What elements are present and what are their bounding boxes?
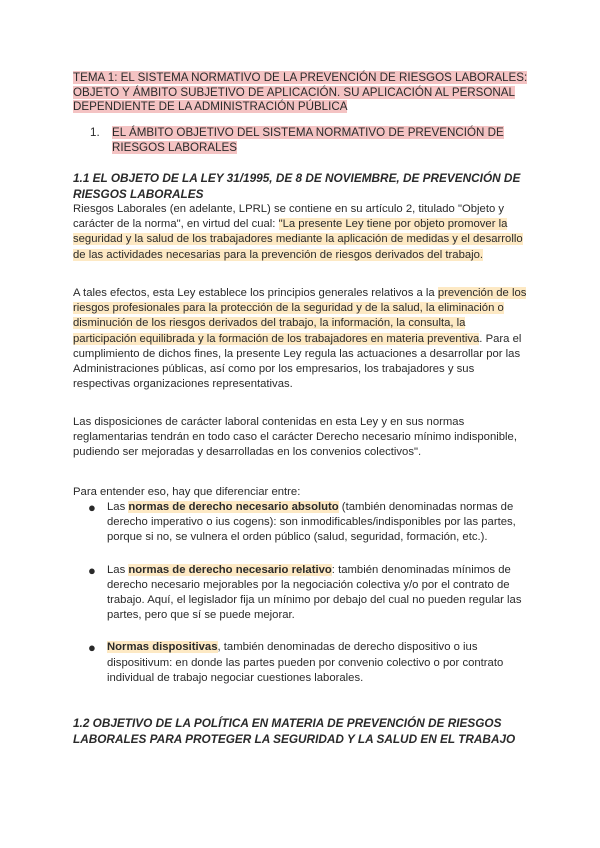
paragraph-4: Para entender eso, hay que diferenciar entre: [73, 486, 301, 498]
paragraph-2-text-b: . Para el cumplimiento de dichos fines, la presente Ley regula las actuaciones a desarrollar por las Administraciones públicas, así como por los empresarios, los trabajadores y sus respectivas organizaciones representativas. [73, 332, 522, 391]
section-1-heading [90, 125, 530, 155]
paragraph-1-text: Riesgos Laborales (en adelante, LPRL) se contiene en su artículo 2, titulado "Objeto y carácter de la norma", en virtud del cual: [73, 203, 505, 231]
bullet-icon: ● [88, 640, 96, 656]
paragraph-2 [73, 286, 528, 392]
document-title [73, 71, 528, 115]
subsection-1-2-heading: 1.2 OBJETIVO DE LA POLÍTICA EN MATERIA DE PREVENCIÓN DE RIESGOS LABORALES PARA PROTEGER LA SEGURIDAD Y LA SALUD EN EL TRABAJO [73, 716, 516, 746]
bullet-list [73, 500, 528, 686]
bullet-keyword: Normas dispositivas [107, 641, 218, 654]
paragraph-1 [73, 202, 528, 263]
list-item: ● Las normas de derecho necesario relativo: también denominadas mínimos de derecho necesario mejorables por la negociación colectiva y/o por el contrato de trabajo. Aquí, el legislador fija un mínimo por debajo del cual no pueden regular las partes, pero que sí se puede mejorar. [88, 562, 522, 622]
bullet-keyword: normas de derecho necesario absoluto [128, 501, 339, 513]
list-item: ● Normas dispositivas, también denominadas de derecho dispositivo o ius dispositivum: en donde las partes pueden por convenio colectivo o por contrato individual de trabajo negociar cuestiones laborales. [88, 640, 504, 684]
section-1-title: EL ÁMBITO OBJETIVO DEL SISTEMA NORMATIVO DE PREVENCIÓN DE RIESGOS LABORALES [112, 126, 504, 154]
list-item: ● Las normas de derecho necesario absoluto (también denominadas normas de derecho imperativo o ius cogens): son inmodificables/indisponibles por las partes, porque si no, se vulnera el orden público (salud, seguridad, formación, etc.). [88, 500, 516, 544]
paragraph-3: Las disposiciones de carácter laboral contenidas en esta Ley y en sus normas reglamentarias tendrán en todo caso el carácter Derecho necesario mínimo indisponible, pudiendo ser mejoradas y desarrolladas en los convenios colectivos". [73, 416, 517, 459]
bullet-icon: ● [88, 500, 96, 515]
document-title-text: TEMA 1: EL SISTEMA NORMATIVO DE LA PREVENCIÓN DE RIESGOS LABORALES: OBJETO Y ÁMBITO SUBJETIVO DE APLICACIÓN. SU APLICACIÓN AL PERSONAL DEPENDIENTE DE LA ADMINISTRACIÓN PÚBLICA [73, 71, 528, 114]
bullet-keyword: normas de derecho necesario relativo [128, 563, 332, 576]
paragraph-2-highlight: prevención de los riesgos profesionales para la protección de la seguridad y de la salud, la eliminación o disminución de los riesgos derivados del trabajo, la información, la consulta, la participación equilibrada y la formación de los trabajadores en materia preventiva [73, 287, 527, 345]
subsection-1-1-heading: 1.1 EL OBJETO DE LA LEY 31/1995, DE 8 DE NOVIEMBRE, DE PREVENCIÓN DE RIESGOS LABORALES [73, 171, 521, 201]
paragraph-1-quote: "La presente Ley tiene por objeto promover la seguridad y la salud de los trabajadores mediante la aplicación de medidas y el desarrollo de las actividades necesarias para la prevención de riesgos derivados del trabajo. [73, 218, 523, 261]
bullet-icon: ● [88, 562, 96, 578]
section-1-number: 1. [90, 126, 100, 139]
paragraph-2-text-a: A tales efectos, esta Ley establece los principios generales relativos a la [73, 287, 438, 299]
